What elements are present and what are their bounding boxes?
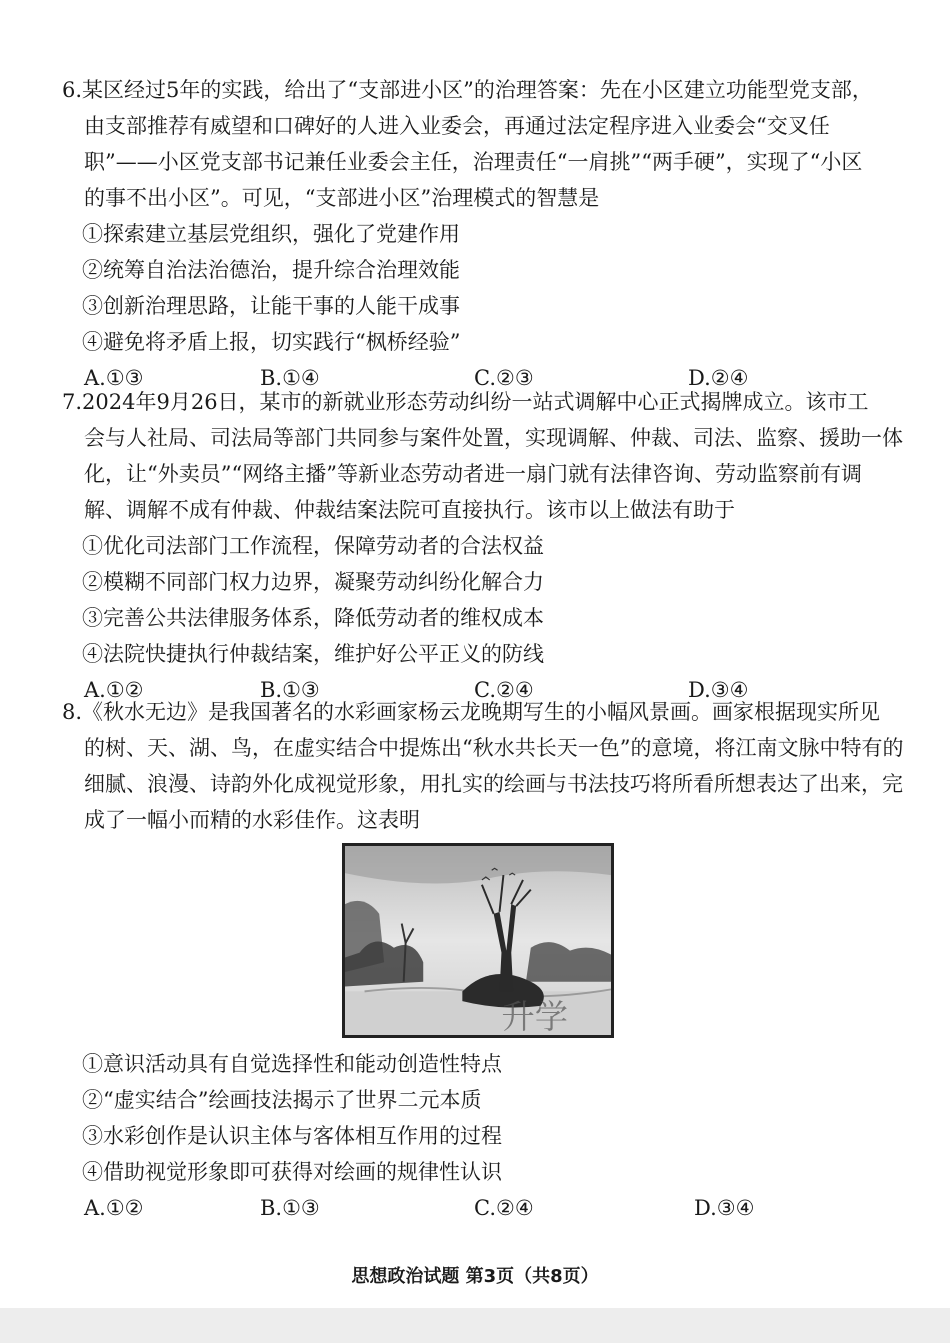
option-a[interactable]: A.①③ [84, 366, 144, 390]
option-d[interactable]: D.③④ [688, 678, 749, 702]
statement-item: ④法院快捷执行仲裁结案，维护好公平正义的防线 [82, 642, 544, 666]
question-8 [62, 694, 904, 838]
option-b[interactable]: B.①③ [260, 678, 320, 702]
statement-item: ①意识活动具有自觉选择性和能动创造性特点 [82, 1052, 502, 1076]
page-footer: 思想政治试题 第3页（共8页） [351, 1266, 599, 1287]
option-b[interactable]: B.①③ [260, 1196, 320, 1220]
question-stem-line: 的事不出小区”。可见，“支部进小区”治理模式的智慧是 [84, 186, 600, 210]
question-stem-line: 化，让“外卖员”“网络主播”等新业态劳动者进一扇门就有法律咨询、劳动监察前有调 [84, 462, 862, 486]
answer-options [62, 1190, 898, 1226]
statement-item: ③创新治理思路，让能干事的人能干成事 [82, 294, 460, 318]
option-b[interactable]: B.①④ [260, 366, 320, 390]
watercolor-painting-image [342, 843, 614, 1038]
statement-item: ③完善公共法律服务体系，降低劳动者的维权成本 [82, 606, 544, 630]
question-6 [62, 72, 898, 396]
watermark-text: 升学 [501, 997, 568, 1035]
statement-item: ②“虚实结合”绘画技法揭示了世界二元本质 [82, 1088, 482, 1112]
question-stem-line: 会与人社局、司法局等部门共同参与案件处置，实现调解、仲裁、司法、监察、援助一体 [84, 426, 903, 450]
option-a[interactable]: A.①② [84, 1196, 144, 1220]
option-d[interactable]: D.②④ [688, 366, 749, 390]
question-7 [62, 384, 903, 708]
question-stem-line: 由支部推荐有威望和口碑好的人进入业委会，再通过法定程序进入业委会“交叉任 [84, 114, 830, 138]
statement-item: ②统筹自治法治德治，提升综合治理效能 [82, 258, 460, 282]
question-stem-line: 成了一幅小而精的水彩佳作。这表明 [84, 808, 420, 832]
question-stem-line: 8.《秋水无边》是我国著名的水彩画家杨云龙晚期写生的小幅风景画。画家根据现实所见 [62, 700, 881, 724]
option-c[interactable]: C.②④ [474, 678, 534, 702]
option-d[interactable]: D.③④ [694, 1196, 755, 1220]
painting-graphic [345, 846, 611, 1035]
question-stem-line: 7.2024年9月26日，某市的新就业形态劳动纠纷一站式调解中心正式揭牌成立。该市工 [62, 390, 869, 414]
question-stem-line: 的树、天、湖、鸟，在虚实结合中提炼出“秋水共长天一色”的意境，将江南文脉中特有的 [84, 736, 904, 760]
statement-item: ①优化司法部门工作流程，保障劳动者的合法权益 [82, 534, 544, 558]
question-stem-line: 解、调解不成有仲裁、仲裁结案法院可直接执行。该市以上做法有助于 [84, 498, 735, 522]
question-stem-line: 6.某区经过5年的实践，给出了“支部进小区”的治理答案：先在小区建立功能型党支部， [62, 78, 873, 102]
question-8-statements [62, 1046, 898, 1226]
question-stem-line: 细腻、浪漫、诗韵外化成视觉形象，用扎实的绘画与书法技巧将所看所想表达了出来，完 [84, 772, 903, 796]
statement-item: ①探索建立基层党组织，强化了党建作用 [82, 222, 460, 246]
page-bottom-margin [0, 1308, 950, 1343]
statement-item: ③水彩创作是认识主体与客体相互作用的过程 [82, 1124, 502, 1148]
option-c[interactable]: C.②④ [474, 1196, 534, 1220]
option-a[interactable]: A.①② [84, 678, 144, 702]
statement-item: ④避免将矛盾上报，切实践行“枫桥经验” [82, 330, 461, 354]
option-c[interactable]: C.②③ [474, 366, 534, 390]
statement-item: ②模糊不同部门权力边界，凝聚劳动纠纷化解合力 [82, 570, 544, 594]
statement-item: ④借助视觉形象即可获得对绘画的规律性认识 [82, 1160, 502, 1184]
question-stem-line: 职”——小区党支部书记兼任业委会主任，治理责任“一肩挑”“两手硬”，实现了“小区 [84, 150, 863, 174]
